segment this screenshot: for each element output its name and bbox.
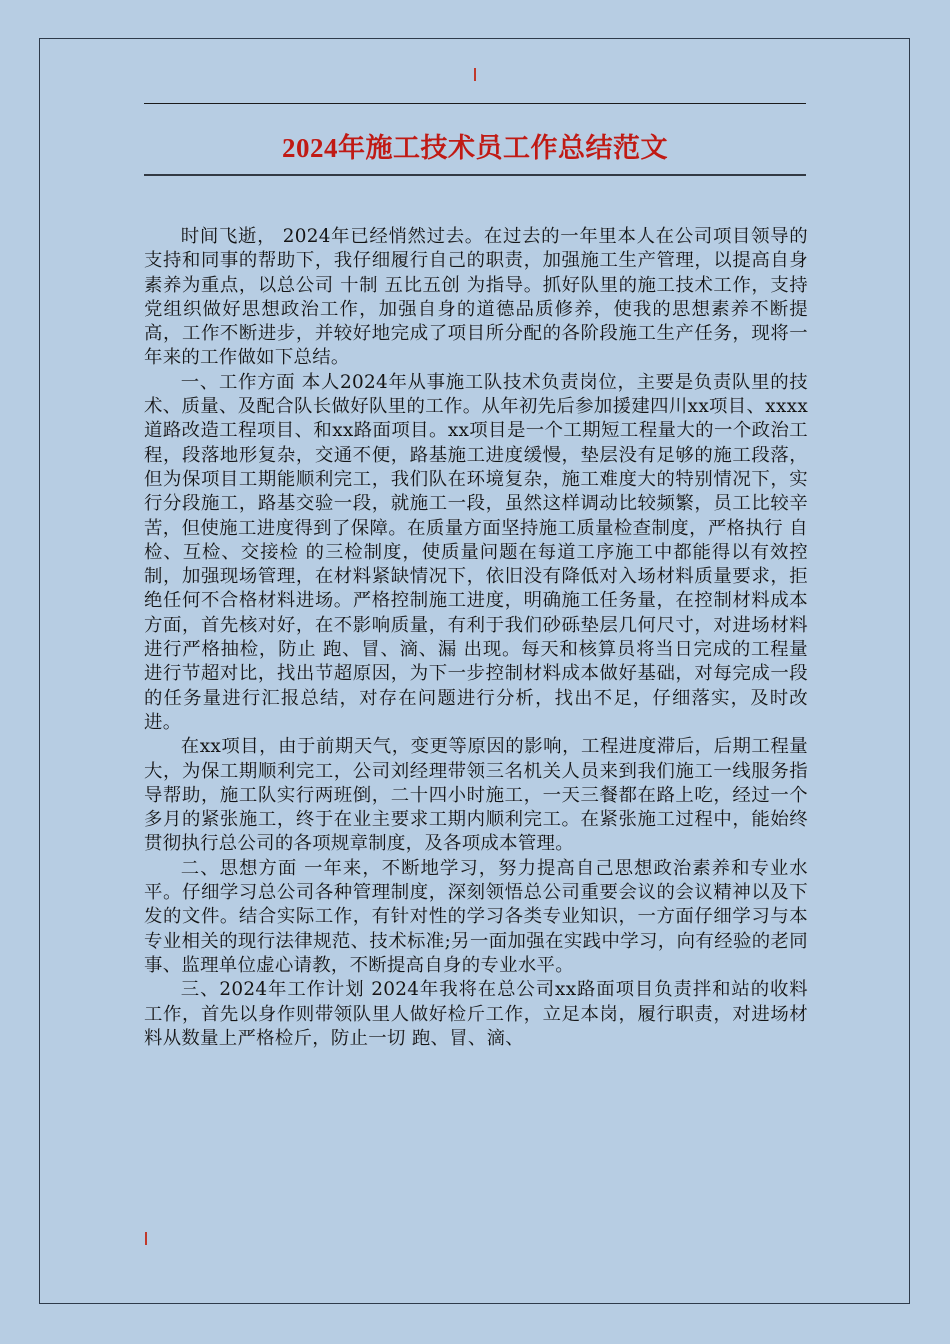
paragraph-project: 在xx项目，由于前期天气，变更等原因的影响，工程进度滞后，后期工程量大，为保工期顺利完工，公司刘经理带领三名机关人员来到我们施工一线服务指导帮助，施工队实行两班倒，二十四小时施工，一天三餐都在路上吃，经过一个多月的紧张施工，终于在业主要求工期内顺利完工。在紧张施工过程中，能始终贯彻执行总公司的各项规章制度，及各项成本管理。	[144, 736, 808, 855]
header-rule	[144, 103, 806, 104]
paragraph-work: 一、工作方面 本人2024年从事施工队技术负责岗位，主要是负责队里的技术、质量、及配合队长做好队里的工作。从年初先后参加援建四川xx项目、xxxx道路改造工程项目、和xx路面项目。xx项目是一个工期短工程量大的一个政治工程，段落地形复杂，交通不便，路基施工进度缓慢，垫层没有足够的施工段落，但为保项目工期能顺利完工，我们队在环境复杂，施工难度大的特别情况下，实行分段施工，路基交验一段，就施工一段，虽然这样调动比较频繁，员工比较辛苦，但使施工进度得到了保障。在质量方面坚持施工质量检查制度，严格执行 自检、互检、交接检 的三检制度，使质量问题在每道工序施工中都能得以有效控制，加强现场管理，在材料紧缺情况下，依旧没有降低对入场材料质量要求，拒绝任何不合格材料进场。严格控制施工进度，明确施工任务量，在控制材料成本方面，首先核对好，在不影响质量，有利于我们砂砾垫层几何尺寸，对进场材料进行严格抽检，防止 跑、冒、滴、漏 出现。每天和核算员将当日完成的工程量进行节超对比，找出节超原因，为下一步控制材料成本做好基础，对每完成一段的任务量进行汇报总结，对存在问题进行分析，找出不足，仔细落实，及时改进。	[144, 371, 808, 733]
title-underline	[144, 174, 806, 176]
paragraph-plan: 三、2024年工作计划 2024年我将在总公司xx路面项目负责拌和站的收料工作，首先以身作则带领队里人做好检斤工作，立足本岗，履行职责，对进场材料从数量上严格检斤，防止一切 跑、冒、滴、	[144, 979, 808, 1049]
top-marker	[474, 68, 476, 81]
document-body	[144, 225, 808, 1051]
document-title: 2024年施工技术员工作总结范文	[282, 133, 668, 163]
bottom-marker	[145, 1232, 147, 1245]
paragraph-intro: 时间飞逝， 2024年已经悄然过去。在过去的一年里本人在公司项目领导的支持和同事的帮助下，我仔细履行自己的职责，加强施工生产管理，以提高自身素养为重点，以总公司 十制 五比五创 为指导。抓好队里的施工技术工作，支持党组织做好思想政治工作，加强自身的道德品质修养，使我的思想素养不断提高，工作不断进步，并较好地完成了项目所分配的各阶段施工生产任务，现将一年来的工作做如下总结。	[144, 226, 808, 369]
paragraph-thought: 二、思想方面 一年来，不断地学习，努力提高自己思想政治素养和专业水平。仔细学习总公司各种管理制度，深刻领悟总公司重要会议的会议精神以及下发的文件。结合实际工作，有针对性的学习各类专业知识，一方面仔细学习与本专业相关的现行法律规范、技术标准;另一面加强在实践中学习，向有经验的老同事、监理单位虚心请教，不断提高自身的专业水平。	[144, 857, 808, 976]
